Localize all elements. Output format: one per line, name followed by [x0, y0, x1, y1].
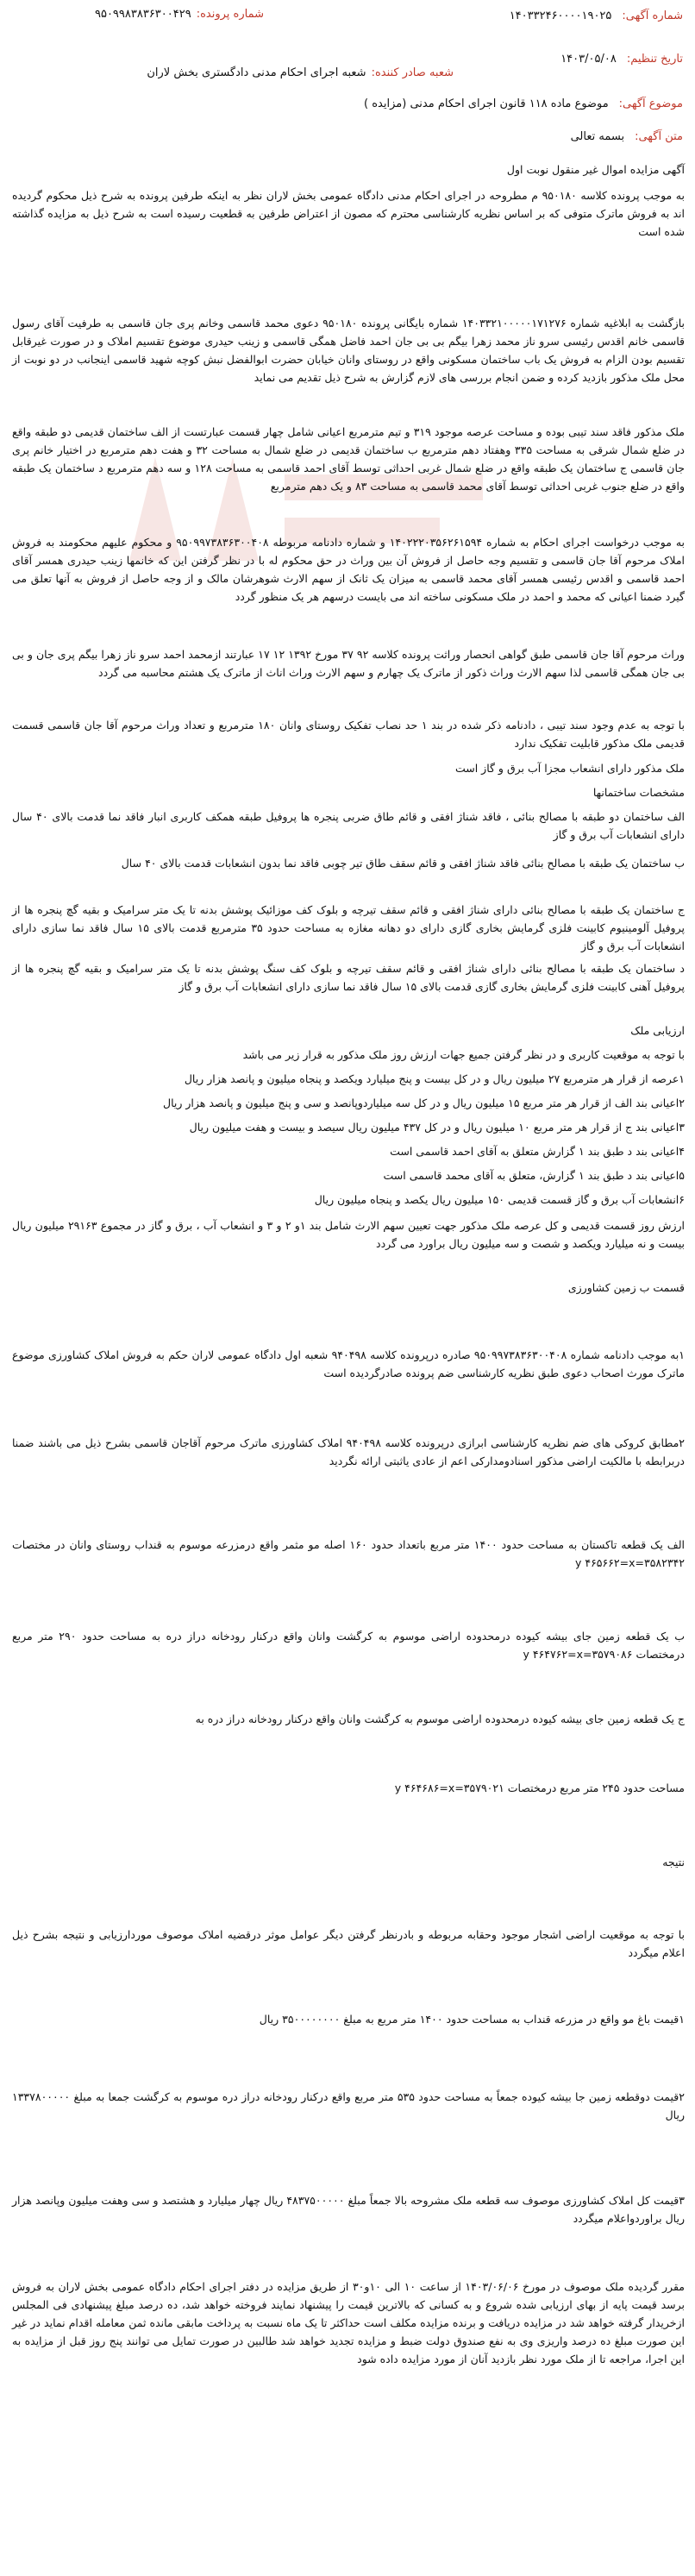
paragraph-28: ۲قیمت دوقطعه زمین جا بیشه کیوده جمعاً به مساحت حدود ۵۳۵ متر مربع واقع درکنار رودخانه دراز دره موسوم به کرگشت جمعا به مبلغ ۱۳۳۷۸۰۰۰۰۰ ریال	[12, 2090, 685, 2121]
ad-number-row	[510, 7, 683, 26]
paragraph-10: ج ساختمان یک طبقه با مصالح بنائی دارای شناژ افقی و قائم سقف تیرچه و بلوک کف موزائیک پوشش بدنه تا یک متر سرامیک و بقیه گچ پنجره ها از پروفیل آلومینیوم کابینت فلزی گرمایش بخاری گازی دارای دو دهانه مغازه به مساحت حدود ۳۵ مترمربع قدمت بالای ۱۵ سال فاقد نما سازی دارای انشعابات آب برق و گاز	[12, 903, 685, 952]
paragraph-29: ۳قیمت کل املاک کشاورزی موصوف سه قطعه ملک مشروحه بالا جمعاً مبلغ ۴۸۳۷۵۰۰۰۰۰ ریال چهار میلیارد و هشتصد و سی وهفت میلیون وپانصد هزار ریال براوردواعلام میگردد	[12, 2194, 686, 2225]
issue-date: ۱۴۰۳/۰۵/۰۸	[560, 53, 617, 66]
heading-result: نتیجه	[662, 1856, 685, 1869]
ad-header	[0, 0, 695, 143]
paragraph-14: ۲اعیانی بند الف از قرار هر متر مربع ۱۵ میلیون ریال و در کل سه میلیاردوپانصد و سی و پنج میلیون و پانصد هزار ریال	[163, 1096, 685, 1109]
case-number: ۹۵۰۹۹۸۳۸۳۶۳۰۰۴۲۹	[94, 8, 191, 21]
paragraph-5: وراث مرحوم آقا جان قاسمی طبق گواهی انحصار وراثت پرونده کلاسه ۹۲ ۳۷ مورخ ۱۳۹۲ ۱۲ ۱۷ عبارتند ازمحمد احمد سرو ناز زهرا بیگم پری جان و بی بی جان همگی قاسمی لذا سهم الارث وراث ذکور از ماترک یک چهارم و سهم الارث وراث اناث از ماترک یک هشتم محاسبه می گردد	[12, 648, 685, 679]
paragraph-19: ارزش روز قسمت قدیمی و کل عرصه ملک مذکور جهت تعیین سهم الارث شامل بند ۱و ۲ و ۳ و انشعاب آب ، برق و گاز در مجموع ۲۹۱۶۳ میلیون ریال بیست و نه میلیارد ویکصد و شصت و سه میلیون ریال براورد می گردد	[12, 1219, 686, 1250]
paragraph-22: الف یک قطعه تاکستان به مساحت حدود ۱۴۰۰ متر مربع باتعداد حدود ۱۶۰ اصله مو مثمر واقع درمزرعه موسوم به قنداب روستای وانان در مختصات ۳۵۸۲۳۴۲=y ۴۶۵۶۶۲=x	[12, 1538, 685, 1569]
paragraph-17: ۵اعیانی بند د طبق بند ۱ گزارش، متعلق به آقای محمد قاسمی است	[383, 1169, 685, 1182]
text-label: متن آگهی:	[635, 130, 683, 143]
paragraph-1: به موجب پرونده کلاسه ۹۵۰۱۸۰ م مطروحه در اجرای احکام مدنی دادگاه عمومی بخش لاران نظر به اینکه طرفین پرونده به شرح ذیل محکوم گردیده اند به فروش ماترک متوفی که بر اساس نظریه کارشناسی محترم که مصون از اعتراض طرفین به قطعیت رسیده است به شرح ذیل به مزایده گذاشته شده است	[12, 189, 685, 238]
heading-specs: مشخصات ساختمانها	[592, 786, 685, 799]
paragraph-23: ب یک قطعه زمین جای بیشه کیوده درمحدوده اراضی موسوم به کرگشت وانان واقع درکنار رودخانه دراز دره به مساحت حدود ۲۹۰ متر مربع درمختصات ۳۵۷۹۰۸۶=y ۴۶۴۷۶۲=x	[12, 1630, 685, 1661]
paragraph-15: ۳اعیانی بند ج از قرار هر متر مربع ۱۰ میلیون ریال و در کل ۴۳۷ میلیون ریال سیصد و بیست و هفت میلیون ریال	[189, 1121, 685, 1134]
paragraph-25: مساحت حدود ۲۴۵ متر مربع درمختصات ۳۵۷۹۰۲۱=y ۴۶۴۶۸۶=x	[394, 1781, 685, 1794]
heading-eval: ارزیابی ملک	[630, 1024, 685, 1037]
heading-farm: قسمت ب زمین کشاورزی	[567, 1281, 685, 1294]
ad-number-label: شماره آگهی:	[622, 9, 683, 22]
ad-number: ۱۴۰۳۳۲۴۶۰۰۰۰۱۹۰۲۵	[509, 9, 612, 22]
issuer-row	[147, 66, 454, 81]
text-start: بسمه تعالی	[570, 130, 625, 143]
paragraph-26: با توجه به موقعیت اراضی اشجار موجود وحقابه مربوطه و بادرنظر گرفتن دیگر عوامل موثر درقضیه املاک موصوف موردارزیابی و نتیجه بشرح ذیل اعلام میگردد	[12, 1928, 685, 1959]
paragraph-20: ۱به موجب دادنامه شماره ۹۵۰۹۹۷۳۸۳۶۳۰۰۴۰۸ صادره درپرونده کلاسه ۹۴۰۴۹۸ شعبه اول دادگاه عمومی لاران حکم به فروش املاک کشاورزی موضوع ماترک مورث اصحاب دعوی طبق نظریه کارشناسی ضم پرونده صادرگردیده است	[12, 1348, 685, 1379]
paragraph-24: ج یک قطعه زمین جای بیشه کیوده درمحدوده اراضی موسوم به کرگشت وانان واقع درکنار رودخانه دراز دره به	[195, 1712, 685, 1725]
paragraph-6: با توجه به عدم وجود سند تیبی ، دادنامه ذکر شده در بند ۱ حد نصاب تفکیک روستای وانان ۱۸۰ مترمربع و تعداد وراث مرحوم آقا جان قاسمی قسمت قدیمی ملک مذکور قابلیت تفکیک ندارد	[12, 719, 686, 750]
issue-date-label: تاریخ تنظیم:	[626, 53, 683, 66]
case-number-label: شماره پرونده:	[196, 8, 264, 21]
case-number-row	[95, 7, 264, 22]
text-start-row	[571, 128, 683, 147]
subject-row	[364, 95, 683, 114]
subject: موضوع ماده ۱۱۸ قانون اجرای احکام مدنی (مزایده )	[364, 97, 609, 110]
paragraph-3: ملک مذکور فاقد سند تیبی بوده و مساحت عرصه موجود ۳۱۹ و تیم مترمربع اعیانی شامل چهار قسمت عبارتست از الف ساختمان قدیمی دو طبقه واقع در ضلع شمال شرقی به مساحت ۳۳۵ وهفتاد دهم مترمربع ب ساختمان قدیمی در ضلع شمال به مساحت ۳۲ و هفت دهم مترمربع در اختیار خانم پری جان قاسمی ج ساختمان یک طبقه واقع در ضلع شمال غربی احداثی توسط آقای احمد قاسمی به مساحت ۱۲۸ و سه دهم مترمربع د ساختمان یک طبقه واقع در ضلع جنوب غربی احداثی توسط آقای محمد قاسمی به مساحت ۸۳ و یک دهم مترمربع	[12, 425, 685, 493]
paragraph-11: د ساختمان یک طبقه با مصالح بنائی دارای شناژ افقی و قائم سقف تیرچه و بلوک کف سنگ پوشش بدنه تا یک متر سرامیک و بقیه گچ پنجره ها از پروفیل آهنی کابینت فلزی گرمایش بخاری گازی قدمت بالای ۱۵ سال فاقد نما سازی دارای انشعابات آب برق و گاز	[12, 962, 685, 993]
issue-date-row	[560, 50, 683, 69]
paragraph-4: به موجب درخواست اجرای احکام به شماره ۱۴۰۲۲۲۰۳۵۶۲۶۱۵۹۴ و شماره دادنامه مربوطه ۹۵۰۹۹۷۳۸۳۶۳۰۰۴۰۸ و محکوم علیهم محکومند به فروش املاک مرحوم آقا جان قاسمی و تقسیم وجه حاصل از فروش آن بین وراث در حق محکوم له با در نظر گرفتن این که خانمها زینب حیدری همسر آقای احمد قاسمی و اقدس رئیسی همسر آقای محمد قاسمی به میزان یک ثانک از سهم الارث شوهرشان مالک و از وجه حاصل از فروش به آنها تعلق می گیرد ضمنا اعیانی که محمد و احمد در ملک مسکونی ساخته اند می بایست درسهم هر یک منظور گردد	[12, 536, 686, 603]
subject-label: موضوع آگهی:	[618, 97, 683, 110]
paragraph-30: مقرر گردیده ملک موصوف در مورخ ۱۴۰۳/۰۶/۰۶ از ساعت ۱۰ الی ۱۰و۳۰ از طریق مزایده در دفتر اجرای احکام دادگاه عمومی بخش لاران به فروش برسد قیمت پایه از بهای ارزیابی شده شروع و به کسانی که بالاترین قیمت را پیشنهاد نمایند فروخته خواهد شد، ده درصد مبلغ پیشنهادی فی المجلس ازخریدار گرفته خواهد شد در مزایده دریافت و برنده مزایده مکلف است حداکثر تا یک ماه نسبت به پرداخت مابقی مانده ثمن معامله اقدام نماید در غیر این صورت مبلغ ده درصد واریزی وی به نفع صندوق دولت ضبط و مزایده تجدید خواهد شد طالبین در صورت تمایل می توانند پنج روز قبل از مزایده به این اجرا، مراجعه تا از ملک مورد نظر بازدید آنان از مورد مزایده داده شود	[12, 2280, 685, 2366]
paragraph-21: ۲مطابق کروکی های ضم نظریه کارشناسی ابرازی درپرونده کلاسه ۹۴۰۴۹۸ املاک کشاورزی ماترک مرحوم آقاجان قاسمی بشرح ذیل می باشند ضمنا دربرابطه با مالکیت اراضی مذکور اسنادومدارکی اعم از عادی یاثبتی ارائه نگردید	[12, 1436, 685, 1467]
paragraph-9: ب ساختمان یک طبقه با مصالح بنائی فاقد شناژ افقی و قائم سقف طاق تیر چوبی فاقد نما بدون انشعابات قدمت بالای ۴۰ سال	[121, 857, 685, 870]
paragraph-13: ۱عرصه از قرار هر مترمربع ۲۷ میلیون ریال و در کل بیست و پنج میلیارد ویکصد و پنجاه میلیون و پانصد هزار ریال	[184, 1072, 685, 1085]
paragraph-16: ۴اعیانی بند د طبق بند ۱ گزارش متعلق به آقای احمد قاسمی است	[390, 1145, 685, 1158]
paragraph-8: الف ساختمان دو طبقه با مصالح بنائی ، فاقد شناژ افقی و قائم طاق ضربی پنجره ها پروفیل طبقه همکف کاربری انبار فاقد نما قدمت بالای ۴۰ سال دارای انشعابات آب برق و گاز	[12, 810, 685, 841]
paragraph-27: ۱قیمت باغ مو واقع در مزرعه قنداب به مساحت حدود ۱۴۰۰ متر مربع به مبلغ ۳۵۰۰۰۰۰۰۰۰ ریال	[259, 2013, 685, 2026]
paragraph-7: ملک مذکور دارای انشعاب مجزا آب برق و گاز است	[454, 762, 685, 775]
paragraph-2: بازگشت به ابلاغیه شماره ۱۴۰۳۳۲۱۰۰۰۰۰۱۷۱۲۷۶ شماره بایگانی پرونده ۹۵۰۱۸۰ دعوی محمد قاسمی وخانم پری جان قاسمی به طرفیت آقای رسول قاسمی خانم اقدس رئیسی سرو ناز محمد زهرا بیگم بی بی جان احمد فاضل همگی قاسمی و زینب حیدری موضوع تقسیم املاک و در صورت غیرقابل تقسیم بودن الزام به فروش یک باب ساختمان مسکونی واقع در روستای وانان خیابان حضرت ابوالفضل نبش کوچه شهید قاسمی اینجانب در دو نوبت از محل ملک مذکور بازدید کرده و ضمن انجام بررسی های لازم گزارش به شرح ذیل تقدیم می نماید	[12, 317, 686, 384]
issuer-label: شعبه صادر کننده:	[371, 66, 454, 79]
paragraph-12: با توجه به موقعیت کاربری و در نظر گرفتن جمیع جهات ارزش روز ملک مذکور به قرار زیر می باشد	[242, 1048, 685, 1061]
issuer: شعبه اجرای احکام مدنی دادگستری بخش لاران	[147, 66, 366, 79]
ad-title: آگهی مزایده اموال غیر منقول نوبت اول	[506, 163, 685, 176]
paragraph-18: ۶انشعابات آب برق و گاز قسمت قدیمی ۱۵۰ میلیون ریال یکصد و پنجاه میلیون ریال	[314, 1193, 685, 1206]
